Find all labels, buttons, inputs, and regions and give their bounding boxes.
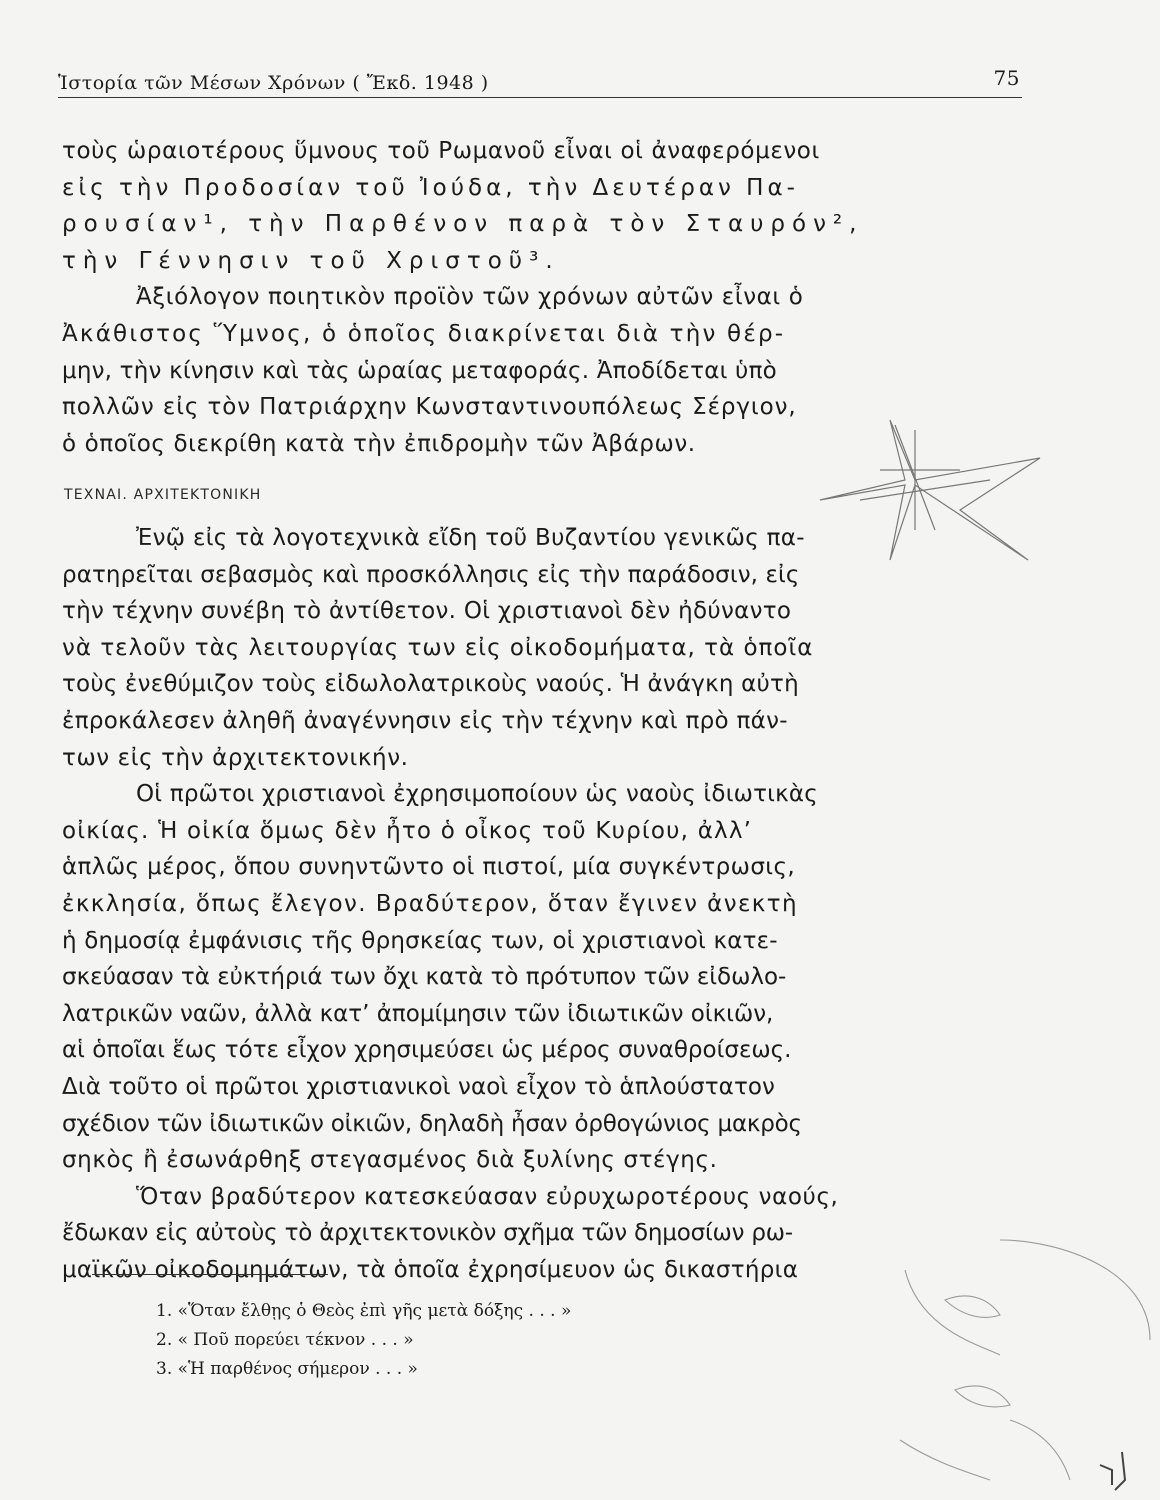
text-line: εἰς τὴν Προδοσίαν τοῦ Ἰούδα, τὴν Δευτέραν Πα- <box>62 174 799 201</box>
footnotes <box>156 1297 571 1384</box>
text-line: σκεύασαν τὰ εὐκτήριά των ὄχι κατὰ τὸ πρότυπον τῶν εἰδωλο- <box>62 964 787 991</box>
text-line: των εἰς τὴν ἀρχιτεκτονικήν. <box>62 744 409 771</box>
section-heading: ΤΕΧΝΑΙ. ΑΡΧΙΤΕΚΤΟΝΙΚΗ <box>64 487 262 503</box>
text-line: τοὺς ὡραιοτέρους ὕμνους τοῦ Ρωμανοῦ εἶναι οἱ ἀναφερόμενοι <box>62 138 820 164</box>
text-line: Ἀξιόλογον ποιητικὸν προϊὸν τῶν χρόνων αὐτῶν εἶναι ὁ <box>136 284 804 311</box>
paragraph-akathistos <box>62 279 1022 462</box>
text-line: λατρικῶν ναῶν, ἀλλὰ κατ’ ἀπομίμησιν τῶν ἰδιωτικῶν οἰκιῶν, <box>62 1000 774 1027</box>
text-line: μην, τὴν κίνησιν καὶ τὰς ὡραίας μεταφοράς. Ἀποδίδεται ὑπὸ <box>62 357 777 384</box>
text-line: τοὺς ἐνεθύμιζον τοὺς εἰδωλολατρικοὺς ναούς. Ἡ ἀνάγκη αὐτὴ <box>62 671 799 698</box>
body-text-top <box>62 133 1022 462</box>
text-line: ἔδωκαν εἰς αὐτοὺς τὸ ἀρχιτεκτονικὸν σχῆμα τῶν δημοσίων ρω- <box>62 1220 793 1247</box>
text-line: σηκὸς ἢ ἐσωνάρθηξ στεγασμένος διὰ ξυλίνης στέγης. <box>62 1147 718 1174</box>
body-text-bottom <box>62 520 1022 1288</box>
text-line: ἁπλῶς μέρος, ὅπου συνηντῶντο οἱ πιστοί, μία συγκέντρωσις, <box>62 854 796 881</box>
text-line: νὰ τελοῦν τὰς λειτουργίας των εἰς οἰκοδομήματα, τὰ ὁποῖα <box>62 634 814 661</box>
text-line: ἡ δημοσίᾳ ἐμφάνισις τῆς θρησκείας των, οἱ χριστιανοὶ κατε- <box>62 927 778 954</box>
footnote: 1. «Ὅταν ἔλθῃς ὁ Θεὸς ἐπὶ γῆς μετὰ δόξης . . . » <box>156 1301 572 1321</box>
text-line: ρατηρεῖται σεβασμὸς καὶ προσκόλλησις εἰς τὴν παράδοσιν, εἰς <box>62 561 800 588</box>
text-line: σχέδιον τῶν ἰδιωτικῶν οἰκιῶν, δηλαδὴ ἦσαν ὀρθογώνιος μακρὸς <box>62 1110 802 1137</box>
text-line: ὁ ὁποῖος διεκρίθη κατὰ τὴν ἐπιδρομὴν τῶν Ἀβάρων. <box>62 430 696 457</box>
text-line: Οἱ πρῶτοι χριστιανοὶ ἐχρησιμοποίουν ὡς ναοὺς ἰδιωτικὰς <box>136 781 818 808</box>
page-header <box>58 66 1020 100</box>
text-line: Διὰ τοῦτο οἱ πρῶτοι χριστιανικοὶ ναοὶ εἶχον τὸ ἁπλούστατον <box>62 1073 776 1100</box>
text-line: Ἐνῷ εἰς τὰ λογοτεχνικὰ εἴδη τοῦ Βυζαντίου γενικῶς πα- <box>136 525 805 551</box>
text-line: μαϊκῶν οἰκοδομημάτων, τὰ ὁποῖα ἐχρησίμευον ὡς δικαστήρια <box>62 1256 799 1283</box>
running-title: Ἱστορία τῶν Μέσων Χρόνων ( Ἔκδ. 1948 ) <box>58 72 489 94</box>
text-line: αἱ ὁποῖαι ἕως τότε εἶχον χρησιμεύσει ὡς μέρος συναθροίσεως. <box>62 1037 792 1064</box>
text-line: τὴν Γέννησιν τοῦ Χριστοῦ³. <box>62 247 560 274</box>
paragraph-romanos-hymns <box>62 133 1022 279</box>
text-line: οἰκίας. Ἡ οἰκία ὅμως δὲν ἦτο ὁ οἶκος τοῦ Κυρίου, ἀλλ’ <box>62 817 753 844</box>
text-line: τὴν τέχνην συνέβη τὸ ἀντίθετον. Οἱ χριστιανοὶ δὲν ἠδύναντο <box>62 598 792 625</box>
footnote: 3. «Ἡ παρθένος σήμερον . . . » <box>156 1359 418 1379</box>
paragraph-early-christians <box>62 776 1022 1179</box>
text-line: ἐπροκάλεσεν ἀληθῆ ἀναγέννησιν εἰς τὴν τέχνην καὶ πρὸ πάν- <box>62 707 788 734</box>
text-line: πολλῶν εἰς τὸν Πατριάρχην Κωνσταντινουπόλεως Σέργιον, <box>62 394 797 421</box>
page-number: 75 <box>993 66 1020 90</box>
header-rule <box>58 97 1022 98</box>
corner-mark <box>1100 1452 1125 1490</box>
paragraph-arts-intro <box>62 520 1022 776</box>
text-line: ἐκκλησία, ὅπως ἔλεγον. Βραδύτερον, ὅταν ἔγινεν ἀνεκτὴ <box>62 890 798 917</box>
text-line: Ὅταν βραδύτερον κατεσκεύασαν εὐρυχωροτέρους ναούς, <box>136 1183 839 1210</box>
text-line: Ἀκάθιστος Ὕμνος, ὁ ὁποῖος διακρίνεται διὰ τὴν θέρ- <box>62 320 786 347</box>
text-line: ρουσίαν¹, τὴν Παρθένον παρὰ τὸν Σταυρόν², <box>62 211 864 238</box>
footnote-rule <box>92 1274 328 1275</box>
paragraph-larger-churches <box>62 1179 1022 1289</box>
footnote: 2. « Ποῦ πορεύει τέκνον . . . » <box>156 1330 414 1350</box>
